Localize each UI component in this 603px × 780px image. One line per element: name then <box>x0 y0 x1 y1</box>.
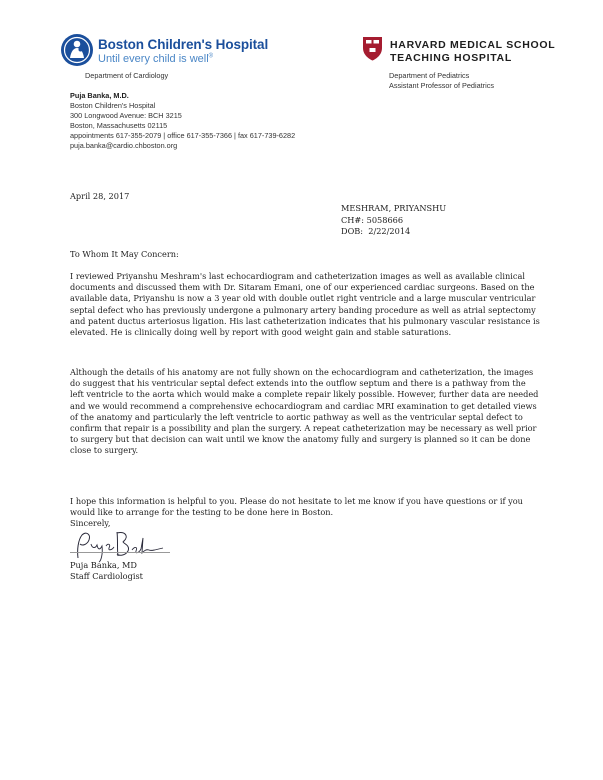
patient-ch-number: CH#: 5058666 <box>341 214 404 225</box>
closing: Sincerely, <box>70 518 111 528</box>
signer-name: Puja Banka, MD <box>70 560 137 570</box>
signature-line <box>70 552 170 553</box>
harvard-shield-icon <box>362 36 383 61</box>
author-name: Puja Banka, M.D. <box>70 91 129 100</box>
patient-info-block <box>341 203 446 238</box>
bch-department: Department of Cardiology <box>85 71 169 80</box>
bch-tagline: Until every child is well® <box>98 53 214 65</box>
email-line: puja.banka@cardio.chboston.org <box>70 141 178 150</box>
signer-block <box>70 560 143 583</box>
author-academic-title: Assistant Professor of Pediatrics <box>389 81 495 90</box>
bch-logo-icon <box>60 33 94 67</box>
bch-org-name: Boston Children's Hospital <box>98 37 269 52</box>
address-line: Boston Children's Hospital <box>70 101 156 110</box>
letter-date: April 28, 2017 <box>70 191 130 201</box>
harvard-department: Department of Pediatrics <box>389 71 470 80</box>
registered-mark: ® <box>208 53 214 60</box>
harvard-org-line1: HARVARD MEDICAL SCHOOL <box>390 39 556 51</box>
address-line: 300 Longwood Avenue: BCH 3215 <box>70 111 182 120</box>
phone-line: appointments 617-355-2079 | office 617-355-7366 | fax 617-739-6282 <box>70 131 296 140</box>
signer-title: Staff Cardiologist <box>70 571 143 582</box>
author-contact-block <box>70 91 295 151</box>
patient-name: MESHRAM, PRIYANSHU <box>341 203 447 213</box>
body-paragraph: I hope this information is helpful to you. Please do not hesitate to let me know if you have questions or if you would like to arrange for the testing to be done here in Boston. <box>70 496 523 518</box>
handwritten-signature <box>73 528 168 564</box>
body-paragraph: Although the details of his anatomy are not fully shown on the echocardiogram and catheterization, the images do suggest that his ventricular septal defect extends into the outflow septum and there is a pathway from the left ventricle to the aorta which would make a complete repair likely possible. However, further data are needed and we would recommend a comprehensive echocardiogram and cardiac MRI examination to get detailed views of the anatomy and particularly the left ventricle to aortic pathway as well as the ventricular septal defect to confirm that repair is a possibility and plan the surgery. A repeat catheterization may be necessary as well prior to surgery but that decision can wait until we know the anatomy fully and surgery is planned so it can be done close to surgery. <box>70 367 539 456</box>
patient-dob: DOB: 2/22/2014 <box>341 226 411 237</box>
harvard-org-line2: TEACHING HOSPITAL <box>390 52 512 64</box>
address-line: Boston, Massachusetts 02115 <box>70 121 168 130</box>
salutation: To Whom It May Concern: <box>70 249 179 259</box>
body-paragraph: I reviewed Priyanshu Meshram's last echocardiogram and catheterization images as well as available clinical documents and discussed them with Dr. Sitaram Emani, one of our experienced cardiac surgeons. Based on the available data, Priyanshu is now a 3 year old with double outlet right ventricle and a large muscular ventricular septal defect who has previously undergone a pulmonary artery banding procedure as well as atrial septectomy and patent ductus arteriosus ligation. His last catheterization indicates that his pulmonary vascular resistance is elevated. He is clinically doing well by report with good weight gain and stable saturations. <box>70 271 540 338</box>
